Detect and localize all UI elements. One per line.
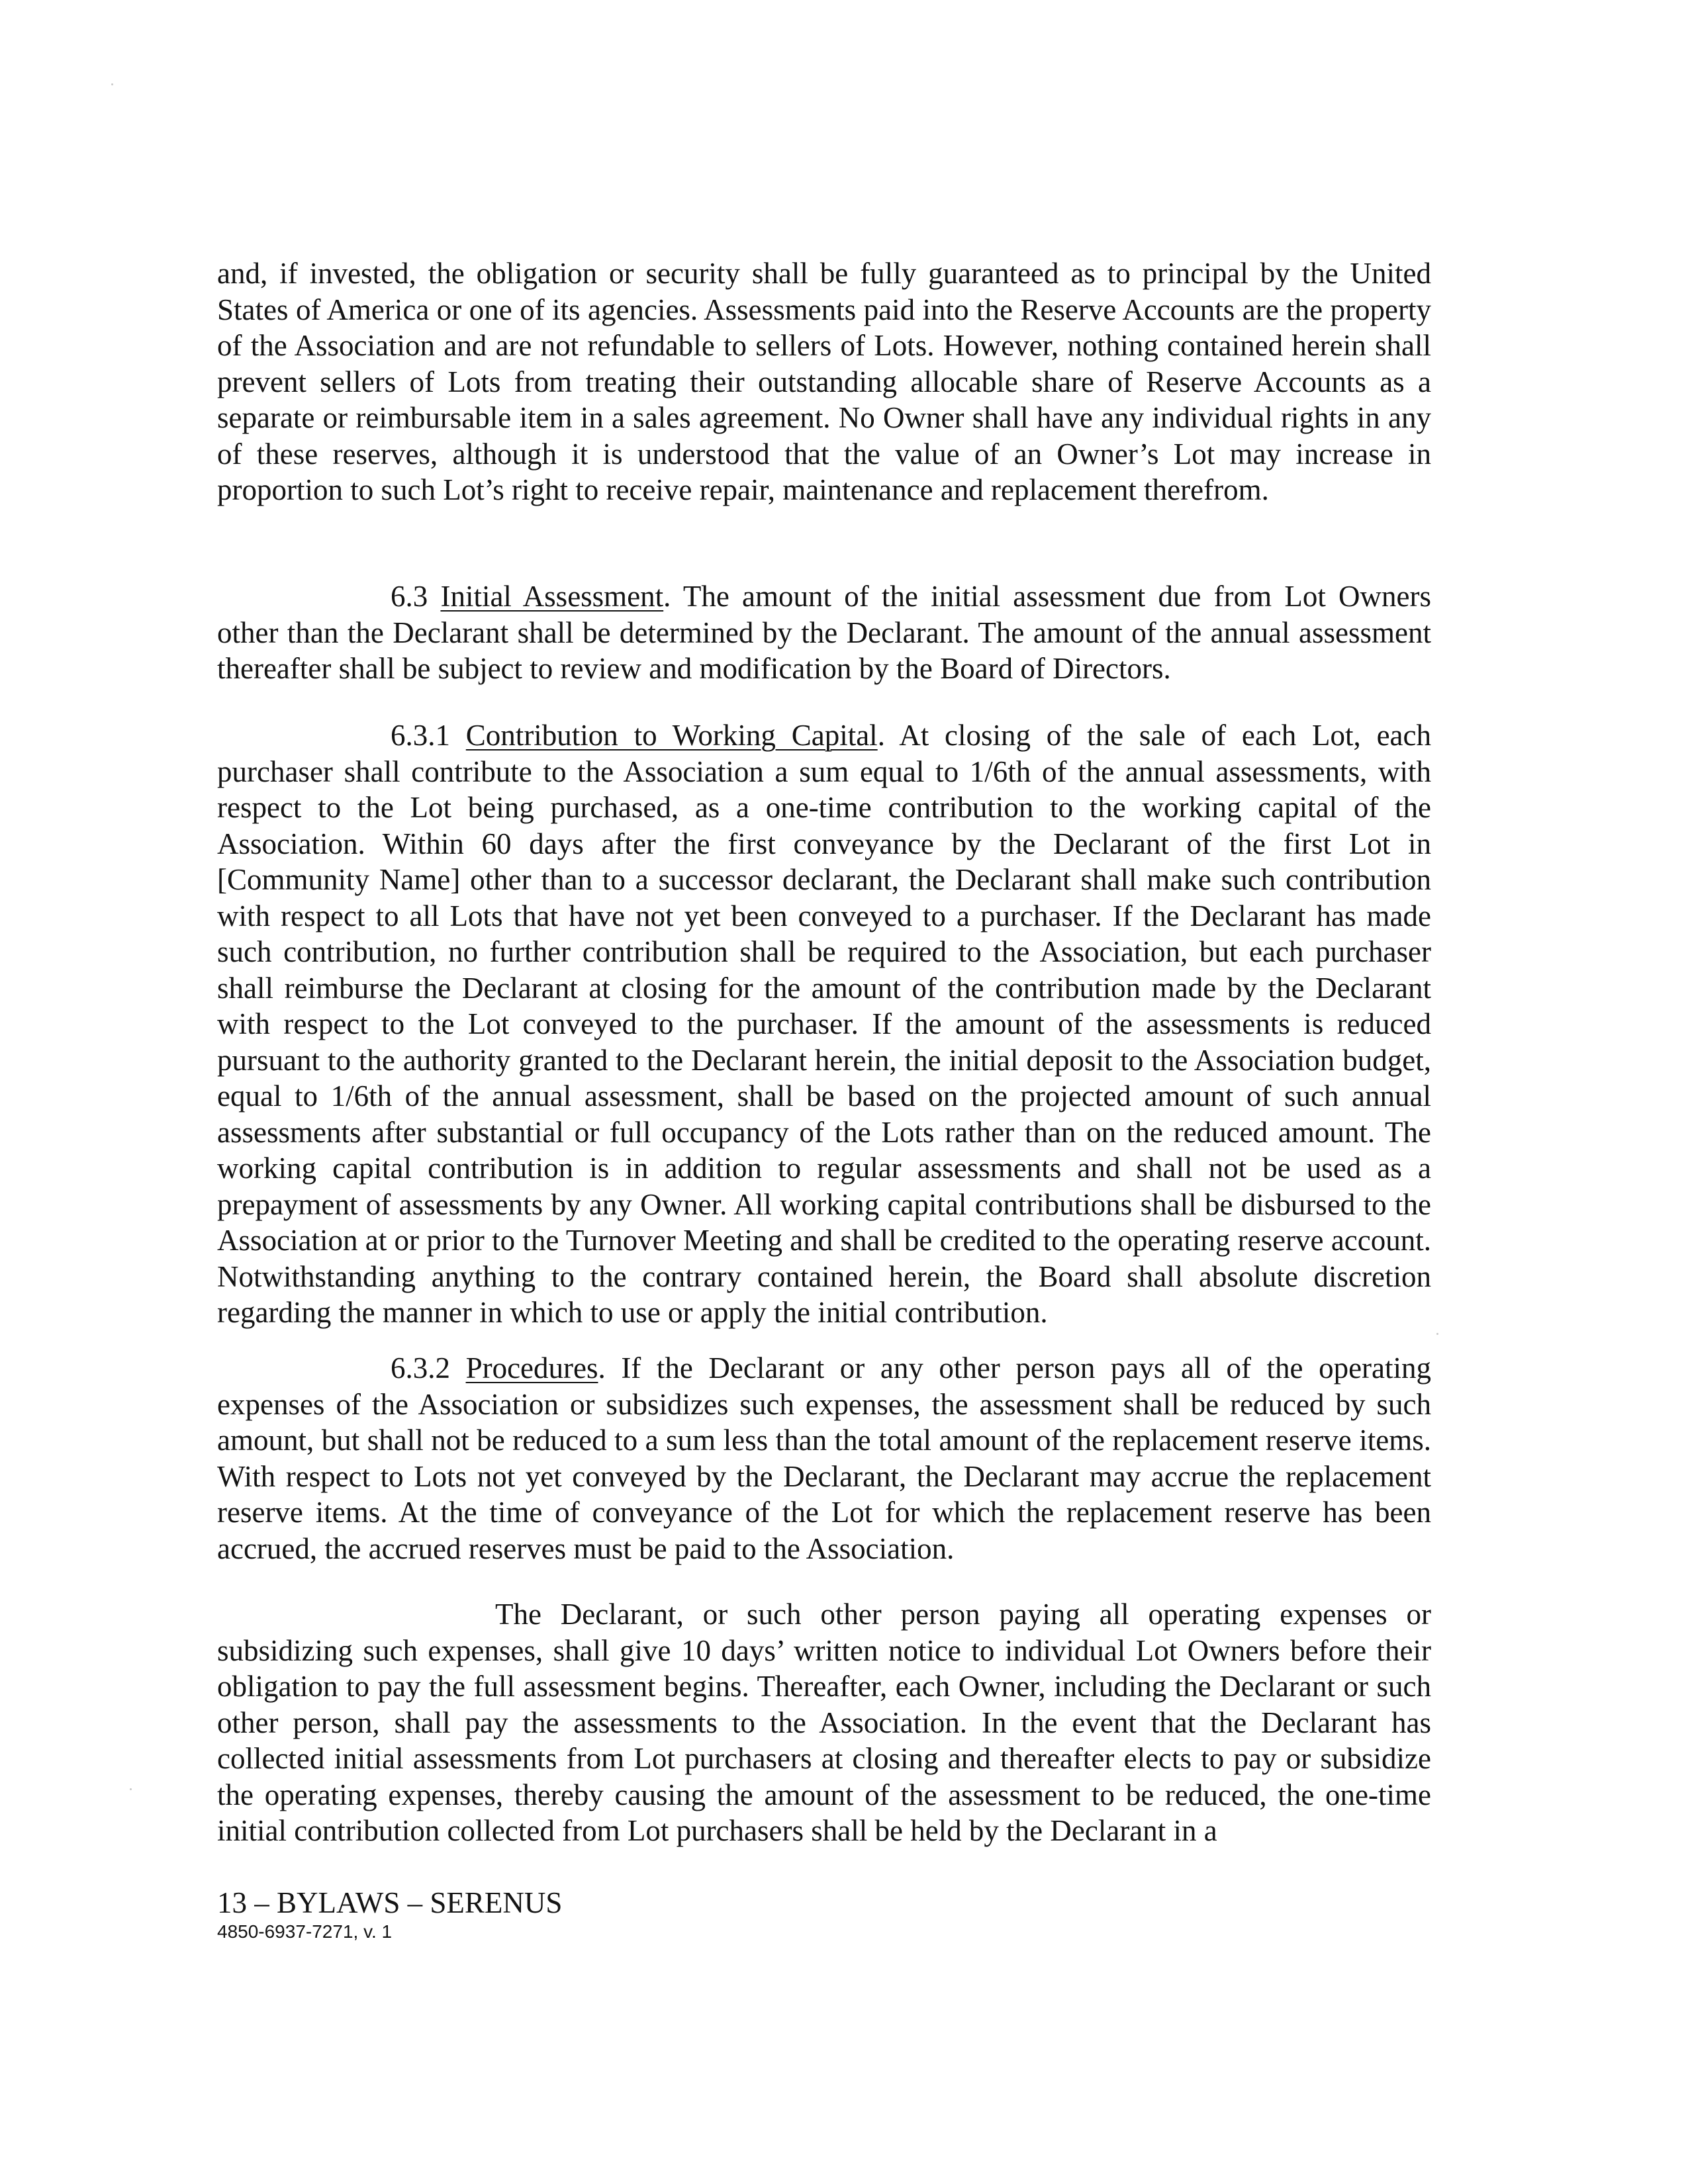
section-number: 6.3.1 — [391, 719, 450, 752]
footer-page-title: 13 – BYLAWS – SERENUS — [217, 1886, 563, 1919]
paragraph-reserve-accounts: and, if invested, the obligation or security shall be fully guaranteed as to principal by the United States of America or one of its agencies. Assessments paid into the Reserve Accounts are the property of the Association and are not refundable to sellers of Lots. However, nothing contained herein shall prevent sellers of Lots from treating their outstanding allocable share of Reserve Accounts as a separate or reimbursable item in a sales agreement. No Owner shall have any individual rights in any of these reserves, although it is understood that the value of an Owner’s Lot may increase in proportion to such Lot’s right to receive repair, maintenance and replacement therefrom. — [217, 257, 1431, 506]
section-heading: Procedures — [465, 1351, 598, 1385]
section-body: If the Declarant or any other person pays all of the operating expenses of the Association or subsidizes such expenses, the assessment shall be reduced by such amount, but shall not be reduced to a sum less than the total amount of the replacement reserve items. With respect to Lots not yet conveyed by the Declarant, the Declarant may accrue the replacement reserve items. At the time of conveyance of the Lot for which the replacement reserve has been accrued, the accrued reserves must be paid to the Association. — [217, 1351, 1432, 1565]
scan-speck — [130, 1788, 132, 1790]
section-number: 6.3.2 — [391, 1351, 450, 1385]
section-6-3-initial-assessment: 6.3 Initial Assessment. The amount of the initial assessment due from Lot Owners other than the Declarant shall be determined by the Declarant. The amount of the annual assessment thereafter shall be subject to review and modification by the Board of Directors. — [217, 580, 1432, 685]
scan-speck — [1436, 1333, 1438, 1335]
section-heading: Initial Assessment — [440, 580, 664, 613]
section-body: At closing of the sale of each Lot, each purchaser shall contribute to the Association a sum equal to 1/6th of the annual assessments, with respect to the Lot being purchased, as a one-time contribution to the working capital of the Association. Within 60 days after the first conveyance by the Declarant of the first Lot in [Community Name] other than to a successor declarant, the Declarant shall make such contribution with respect to all Lots that have not yet been conveyed to a purchaser. If the Declarant has made such contribution, no further contribution shall be required to the Association, but each purchaser shall reimburse the Declarant at closing for the amount of the contribution made by the Declarant with respect to the Lot conveyed to the purchaser. If the amount of the assessments is reduced pursuant to the authority granted to the Declarant herein, the initial deposit to the Association budget, equal to 1/6th of the annual assessment, shall be based on the projected amount of such annual assessments after substantial or full occupancy of the Lots rather than on the reduced amount. The working capital contribution is in addition to regular assessments and shall not be used as a prepayment of assessments by any Owner. All working capital contributions shall be disbursed to the Association at or prior to the Turnover Meeting and shall be credited to the operating reserve account. Notwithstanding anything to the contrary contained herein, the Board shall absolute discretion regarding the manner in which to use or apply the initial contribution. — [217, 719, 1432, 1329]
section-number: 6.3 — [391, 580, 428, 613]
paragraph-declarant-notice: The Declarant, or such other person paying all operating expenses or subsidizing such expenses, shall give 10 days’ written notice to individual Lot Owners before their obligation to pay the full assessment begins. Thereafter, each Owner, including the Declarant or such other person, shall pay the assessments to the Association. In the event that the Declarant has collected initial assessments from Lot purchasers at closing and thereafter elects to pay or subsidize the operating expenses, thereby causing the amount of the assessment to be reduced, the one-time initial contribution collected from Lot purchasers shall be held by the Declarant in a — [217, 1598, 1431, 1847]
section-6-3-1-working-capital: 6.3.1 Contribution to Working Capital. At closing of the sale of each Lot, each purchaser shall contribute to the Association a sum equal to 1/6th of the annual assessments, with respect to the Lot being purchased, as a one-time contribution to the working capital of the Association. Within 60 days after the first conveyance by the Declarant of the first Lot in [Community Name] other than to a successor declarant, the Declarant shall make such contribution with respect to all Lots that have not yet been conveyed to a purchaser. If the Declarant has made such contribution, no further contribution shall be required to the Association, but each purchaser shall reimburse the Declarant at closing for the amount of the contribution made by the Declarant with respect to the Lot conveyed to the purchaser. If the amount of the assessments is reduced pursuant to the authority granted to the Declarant herein, the initial deposit to the Association budget, equal to 1/6th of the annual assessment, shall be based on the projected amount of such annual assessments after substantial or full occupancy of the Lots rather than on the reduced amount. The working capital contribution is in addition to regular assessments and shall not be used as a prepayment of assessments by any Owner. All working capital contributions shall be disbursed to the Association at or prior to the Turnover Meeting and shall be credited to the operating reserve account. Notwithstanding anything to the contrary contained herein, the Board shall absolute discretion regarding the manner in which to use or apply the initial contribution. — [217, 719, 1432, 1329]
section-6-3-2-procedures: 6.3.2 Procedures. If the Declarant or any other person pays all of the operating expenses of the Association or subsidizes such expenses, the assessment shall be reduced by such amount, but shall not be reduced to a sum less than the total amount of the replacement reserve items. With respect to Lots not yet conveyed by the Declarant, the Declarant may accrue the replacement reserve items. At the time of conveyance of the Lot for which the replacement reserve has been accrued, the accrued reserves must be paid to the Association. — [217, 1351, 1432, 1565]
section-body: The amount of the initial assessment due from Lot Owners other than the Declarant shall be determined by the Declarant. The amount of the annual assessment thereafter shall be subject to review and modification by the Board of Directors. — [217, 580, 1432, 685]
scan-speck — [111, 83, 113, 85]
footer-document-id: 4850-6937-7271, v. 1 — [217, 1921, 393, 1942]
section-heading: Contribution to Working Capital — [465, 719, 878, 752]
